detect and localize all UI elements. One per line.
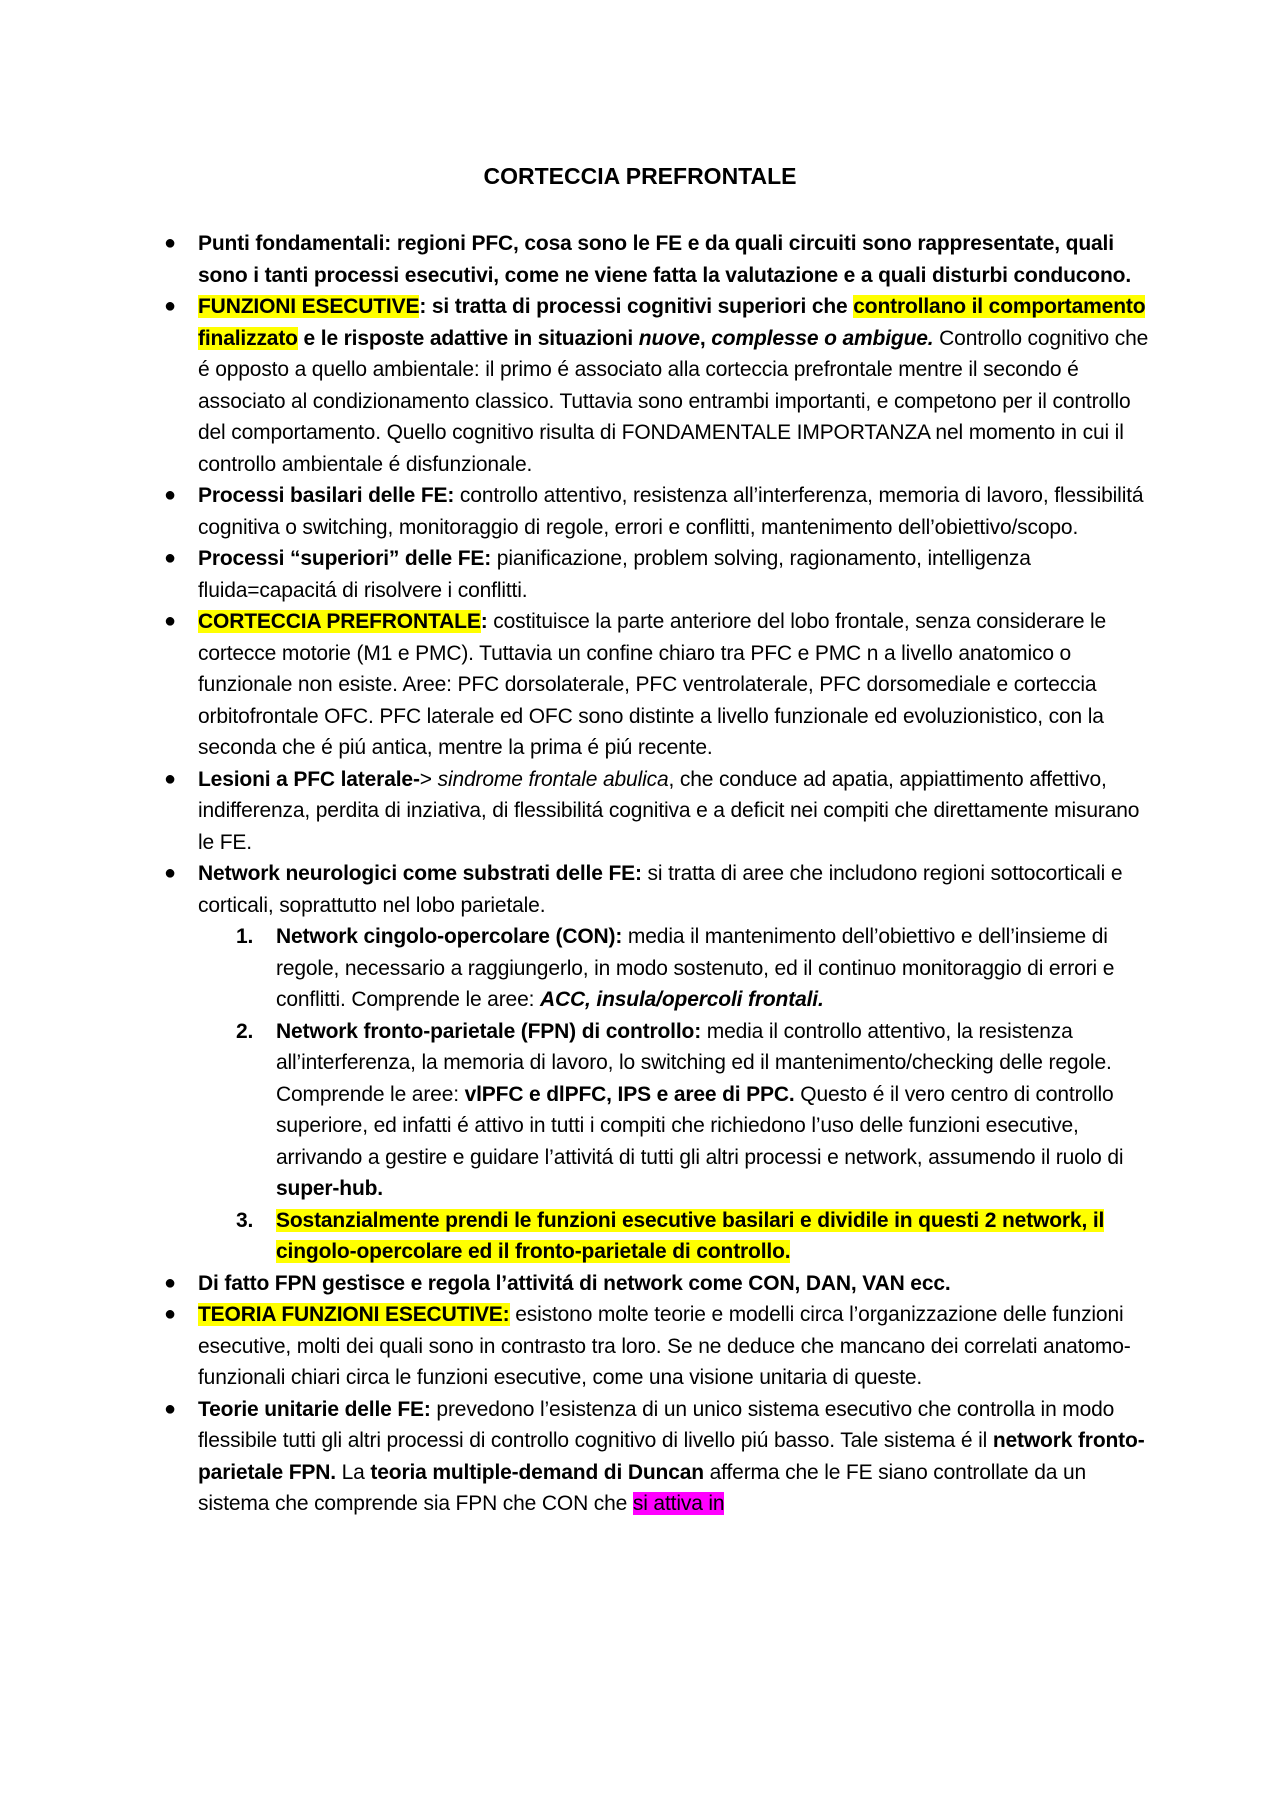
- italic-text: nuove: [638, 326, 700, 350]
- item-heading: Lesioni a PFC laterale-: [198, 767, 420, 791]
- bullet-icon: ●: [164, 1303, 176, 1325]
- bold-text: super-hub.: [276, 1177, 383, 1200]
- list-item: [164, 543, 1158, 606]
- item-number: 3.: [236, 1208, 254, 1232]
- item-text: : si tratta di processi cognitivi superiori che: [419, 295, 854, 318]
- list-item: [164, 606, 1158, 764]
- item-text: media il mantenimento dell’obiettivo e dell’insieme di regole, necessario a raggiungerlo, in modo sostenuto, ed il continuo monitoraggio di errori e conflitti. Comprende le aree:: [276, 925, 1115, 1011]
- list-item: [164, 480, 1158, 543]
- item-text: Di fatto FPN gestisce e regola l’attivitá di network come CON, DAN, VAN ecc.: [198, 1271, 951, 1295]
- item-text: Questo é il vero centro di controllo superiore, ed infatti é attivo in tutti i compiti che richiedono l’uso delle funzioni esecutive, arrivando a gestire e guidare l’attivitá di tutti gli altri processi e network, assumendo il ruolo di: [276, 1082, 1124, 1169]
- bullet-icon: ●: [164, 484, 176, 506]
- italic-text: complesse o ambigue.: [711, 326, 934, 350]
- bullet-icon: ●: [164, 295, 176, 317]
- bold-text: network fronto-parietale FPN.: [198, 1429, 1145, 1484]
- item-text: pianificazione, problem solving, ragionamento, intelligenza fluida=capacitá di risolvere i conflitti.: [198, 547, 1031, 602]
- bullet-icon: ●: [164, 610, 176, 632]
- item-text: Punti fondamentali: regioni PFC, cosa sono le FE e da quali circuiti sono rappresentate, quali sono i tanti processi esecutivi, come ne viene fatta la valutazione e a quali disturbi conducono.: [198, 232, 1132, 287]
- highlight-text: Sostanzialmente prendi le funzioni esecutive basilari e dividile in questi 2 network, il cingolo-opercolare ed il fronto-parietale di controllo.: [276, 1208, 1105, 1263]
- item-text: >: [419, 767, 438, 791]
- item-heading: Network neurologici come substrati delle FE:: [198, 862, 642, 885]
- item-text: ,: [699, 326, 712, 350]
- highlight-text: FUNZIONI ESECUTIVE: [198, 295, 420, 318]
- list-item: [164, 1268, 1158, 1300]
- bold-text: teoria multiple-demand di Duncan: [370, 1460, 704, 1484]
- item-heading: :: [480, 610, 488, 633]
- item-text: prevedono l’esistenza di un unico sistema esecutivo che controlla in modo flessibile tutti gli altri processi di controllo cognitivo di livello piú basso. Tale sistema é il: [198, 1397, 1115, 1452]
- page-title: CORTECCIA PREFRONTALE: [483, 163, 797, 189]
- item-text: e le risposte adattive in situazioni: [297, 326, 639, 350]
- list-item: [164, 764, 1158, 859]
- item-heading: Processi “superiori” delle FE:: [198, 547, 492, 570]
- italic-text: sindrome frontale abulica: [437, 767, 669, 791]
- item-text: Controllo cognitivo che é opposto a quello ambientale: il primo é associato alla corteccia prefrontale mentre il secondo é associato al condizionamento classico. Tuttavia sono entrambi importanti, e competono per il controllo del comportamento. Quello cognitivo risulta di FONDAMENTALE IMPORTANZA nel momento in cui il controllo ambientale é disfunzionale.: [198, 326, 1149, 476]
- numbered-item: [198, 921, 1158, 1016]
- item-text: costituisce la parte anteriore del lobo frontale, senza considerare le cortecce motorie (M1 e PMC). Tuttavia un confine chiaro tra PFC e PMC n a livello anatomico o funzionale non esiste. Aree: PFC dorsolaterale, PFC ventrolaterale, PFC dorsomediale e corteccia orbitofrontale OFC. PFC laterale ed OFC sono distinte a livello funzionale ed evoluzionistico, con la seconda che é piú antica, mentre la prima é piú recente.: [198, 610, 1107, 759]
- magenta-highlight-text: si attiva in: [632, 1492, 725, 1515]
- list-item: [164, 228, 1158, 291]
- bullet-list: [164, 228, 1158, 1520]
- list-item: [164, 1299, 1158, 1394]
- highlight-text: TEORIA FUNZIONI ESECUTIVE:: [198, 1303, 510, 1326]
- item-heading: Processi basilari delle FE:: [198, 484, 455, 507]
- bullet-icon: ●: [164, 862, 176, 884]
- numbered-item: [198, 1016, 1158, 1205]
- item-text: si tratta di aree che includono regioni sottocorticali e corticali, soprattutto nel lobo parietale.: [198, 862, 1123, 917]
- item-text: esistono molte teorie e modelli circa l’organizzazione delle funzioni esecutive, molti dei quali sono in contrasto tra loro. Se ne deduce che mancano dei correlati anatomo-funzionali chiari circa le funzioni esecutive, come una visione unitaria di queste.: [198, 1303, 1131, 1389]
- bullet-icon: ●: [164, 767, 176, 790]
- bullet-icon: ●: [164, 1271, 176, 1294]
- item-text: media il controllo attentivo, la resistenza all’interferenza, la memoria di lavoro, lo switching ed il mantenimento/checking delle regole. Comprende le aree:: [276, 1019, 1112, 1106]
- bullet-icon: ●: [164, 1397, 176, 1420]
- bold-italic-text: ACC, insula/opercoli frontali.: [539, 988, 824, 1011]
- item-number: 1.: [236, 925, 254, 948]
- bullet-icon: ●: [164, 547, 176, 569]
- item-text: afferma che le FE siano controllate da un sistema che comprende sia FPN che CON che: [198, 1460, 1087, 1515]
- item-text: La: [335, 1460, 371, 1484]
- item-heading: Network cingolo-opercolare (CON):: [276, 925, 623, 948]
- highlight-text: CORTECCIA PREFRONTALE: [198, 610, 481, 633]
- item-heading: Network fronto-parietale (FPN) di controllo:: [276, 1019, 702, 1043]
- bold-text: vlPFC e dlPFC, IPS e aree di PPC.: [464, 1082, 795, 1106]
- item-number: 2.: [236, 1019, 254, 1043]
- bullet-icon: ●: [164, 232, 176, 254]
- list-item: [164, 858, 1158, 921]
- item-heading: Teorie unitarie delle FE:: [198, 1397, 431, 1421]
- item-text: , che conduce ad apatia, appiattimento affettivo, indifferenza, perdita di inziativa, di flessibilitá cognitiva e a deficit nei compiti che direttamente misurano le FE.: [198, 767, 1140, 854]
- numbered-item: [198, 1205, 1158, 1268]
- highlight-text: controllano il comportamento finalizzato: [198, 295, 1146, 350]
- item-text: controllo attentivo, resistenza all’interferenza, memoria di lavoro, flessibilitá cognitiva o switching, monitoraggio di regole, errori e conflitti, mantenimento dell’obiettivo/scopo.: [198, 484, 1144, 539]
- list-item: [164, 291, 1158, 480]
- list-item: [164, 1394, 1158, 1520]
